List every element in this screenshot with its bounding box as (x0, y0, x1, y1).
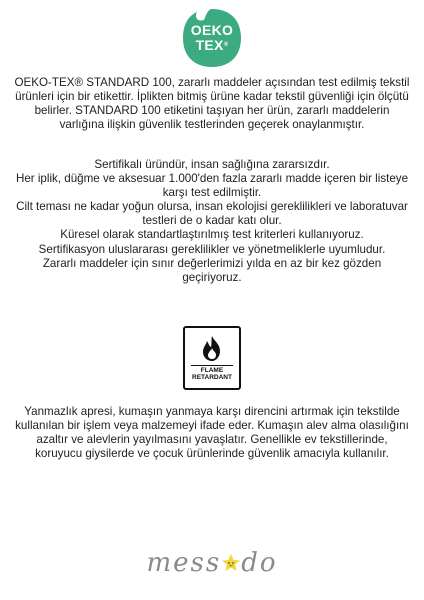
star-icon (221, 550, 241, 580)
brand-text-end: do (241, 548, 278, 578)
oeko-logo-reg: ® (223, 42, 229, 48)
flame-paragraph: Yanmazlık apresi, kumaşın yanmaya karşı direncini artırmak için tekstilde kullanılan bir işlem veya malzemeyi ifade eder. Kumaşın alev alma olasılığını azaltır ve alevlerin yayılmasını yavaşlatır. Genellikle ev tekstillerinde, koruyucu giysilerde ve çocuk ürünlerinde güvenlik amacıyla kullanılır. (15, 405, 409, 461)
oeko-tex-paragraph: OEKO-TEX® STANDARD 100, zararlı maddeler açısından test edilmiş tekstil ürünleri için bir etikettir. İplikten bitmiş ürüne kadar tekstil güvenliği için ölçütü belirler. STANDARD 100 etiketini taşıyan her ürün, zararlı maddelerin varlığına ilişkin güvenlik testlerinden geçerek onaylanmıştır. (14, 76, 410, 132)
certified-info (14, 158, 410, 285)
brand-text-start: mess (146, 548, 222, 578)
flame-icon (197, 335, 227, 363)
flame-retardant-badge-wrap (0, 326, 424, 395)
certified-line-2: Her iplik, düğme ve aksesuar 1.000'den fazla zararlı madde içeren bir listeye karşı test edilmiştir. (15, 172, 409, 200)
flame-label-line1: FLAME (200, 367, 224, 374)
certified-line-3: Cilt teması ne kadar yoğun olursa, insan ekolojisi gereklilikleri ve laboratuvar testleri de o kadar katı olur. (16, 200, 408, 228)
oeko-logo-line1: OEKO (190, 22, 234, 38)
flame-label-line2: RETARDANT (192, 374, 232, 381)
flame-retardant-label (185, 367, 239, 381)
badge-divider (191, 365, 233, 366)
oeko-logo-line2: TEX (195, 37, 224, 53)
flame-retardant-description (14, 405, 410, 461)
oeko-tex-description (14, 76, 410, 132)
certified-line-5: Sertifikasyon uluslararası gereklilikler ve yönetmeliklerle uyumludur. (38, 242, 386, 256)
certified-line-4: Küresel olarak standartlaştırılmış test kriterleri kullanıyoruz. (60, 228, 364, 242)
certified-line-6: Zararlı maddeler için sınır değerlerimizi yılda en az bir kez gözden geçiriyoruz. (42, 256, 382, 284)
certified-line-1: Sertifikalı üründür, insan sağlığına zararsızdır. (94, 158, 330, 171)
oeko-tex-logo-wrap (0, 8, 424, 73)
oeko-tex-logo-text (182, 23, 242, 53)
brand-logo (0, 548, 424, 580)
oeko-tex-logo (182, 8, 242, 68)
flame-retardant-badge (183, 326, 241, 390)
